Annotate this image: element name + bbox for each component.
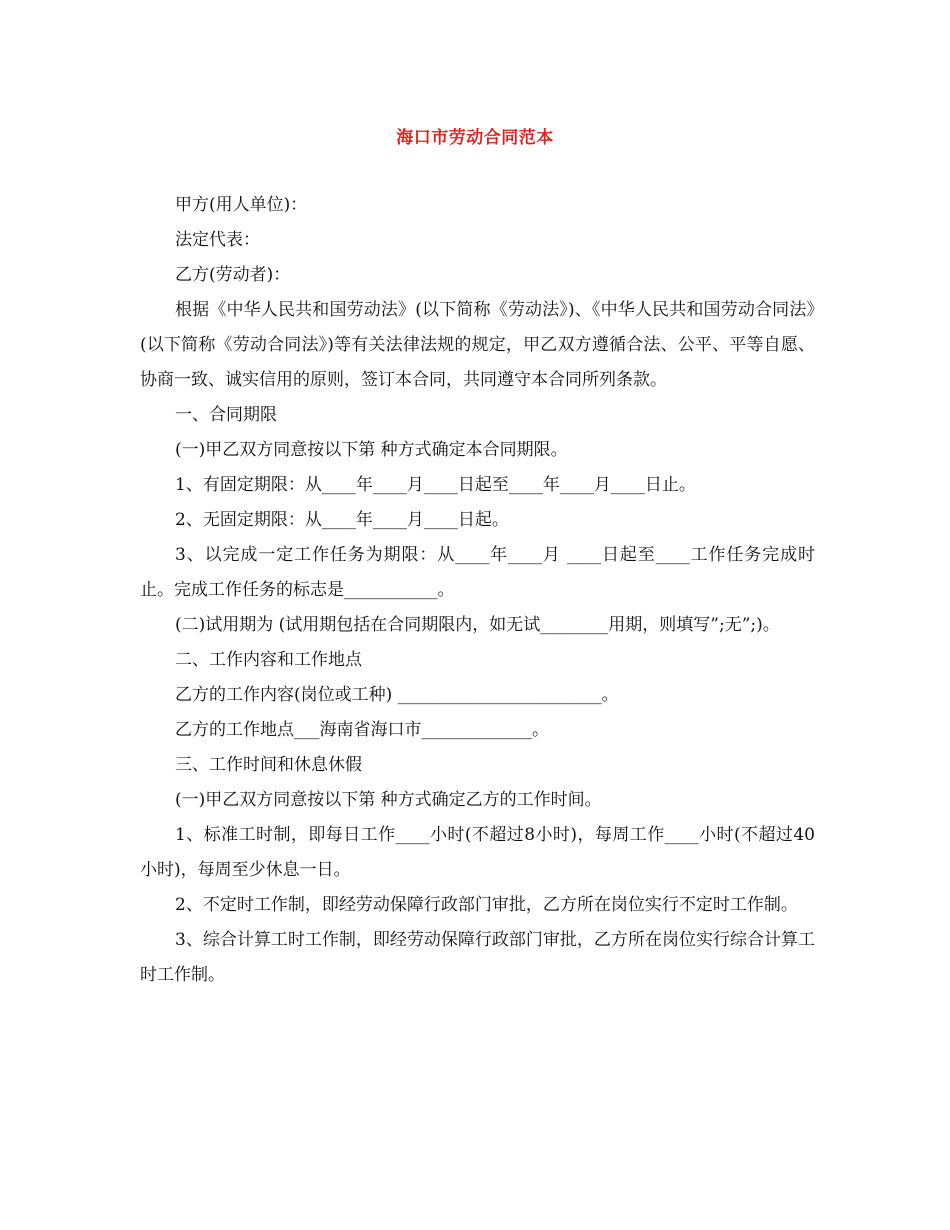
preamble-paragraph: 根据《中华人民共和国劳动法》(以下简称《劳动法》)、《中华人民共和国劳动合同法》(以下简称《劳动合同法》)等有关法律法规的规定，甲乙双方遵循合法、公平、平等自愿、协商一致、诚实信用的原则，签订本合同，共同遵守本合同所列条款。 (140, 300, 815, 390)
open-ended-term-clause: 2、无固定期限：从____年____月____日起。 (175, 510, 509, 530)
party-a-line: 甲方(用人单位)： (175, 195, 308, 215)
flexible-hours-clause: 2、不定时工作制，即经劳动保障行政部门审批，乙方所在岗位实行不定时工作制。 (175, 895, 798, 915)
work-location-line: 乙方的工作地点___海南省海口市_____________。 (175, 720, 549, 740)
section-heading-working-hours: 三、工作时间和休息休假 (175, 755, 362, 775)
probation-clause: (二)试用期为 (试用期包括在合同期限内，如无试________用期，则填写”;无”;)。 (175, 615, 780, 635)
task-based-term-clause: 3、以完成一定工作任务为期限：从____年____月 ____日起至____工作任务完成时止。完成工作任务的标志是___________。 (140, 545, 815, 600)
fixed-term-clause: 1、有固定期限：从____年____月____日起至____年____月____日止。 (175, 475, 696, 495)
work-content-line: 乙方的工作内容(岗位或工种) ________________________。 (175, 685, 619, 705)
document-body (140, 188, 815, 993)
contract-term-clause: (一)甲乙双方同意按以下第 种方式确定本合同期限。 (175, 440, 568, 460)
legal-representative-line: 法定代表： (175, 230, 260, 250)
section-heading-work-content: 二、工作内容和工作地点 (175, 650, 362, 670)
standard-hours-clause: 1、标准工时制，即每日工作____小时(不超过8小时)，每周工作____小时(不超过40小时)，每周至少休息一日。 (140, 825, 815, 880)
document-title: 海口市劳动合同范本 (396, 128, 554, 148)
working-hours-clause: (一)甲乙双方同意按以下第 种方式确定乙方的工作时间。 (175, 790, 602, 810)
party-b-line: 乙方(劳动者)： (175, 265, 291, 285)
comprehensive-hours-clause: 3、综合计算工时工作制，即经劳动保障行政部门审批，乙方所在岗位实行综合计算工时工作制。 (140, 930, 815, 985)
section-heading-contract-term: 一、合同期限 (175, 405, 277, 425)
